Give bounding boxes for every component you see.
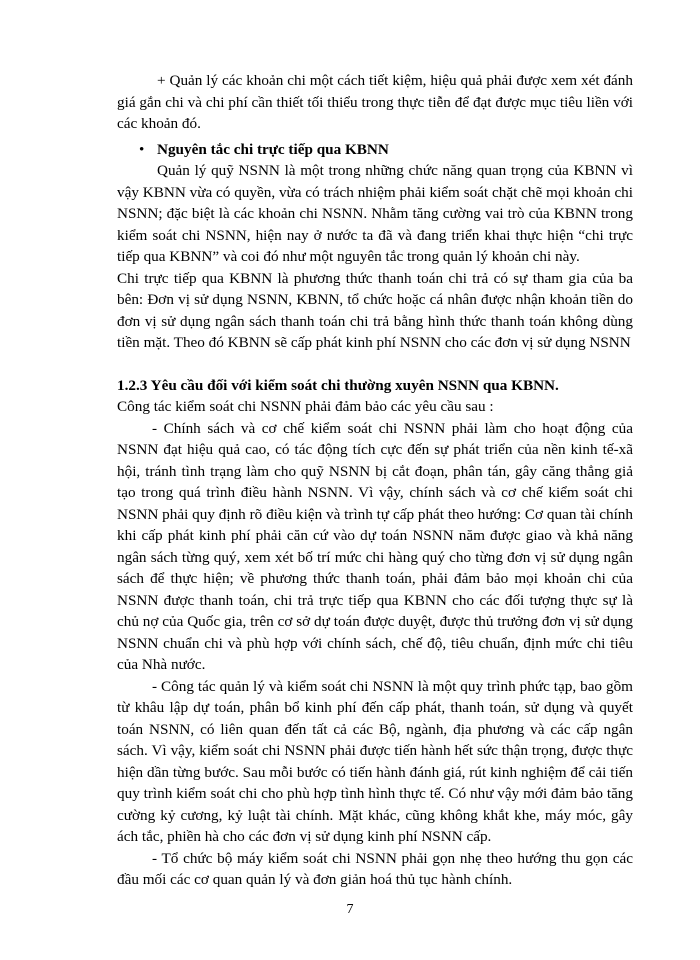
bullet-heading-text: Nguyên tắc chi trực tiếp qua KBNN	[157, 140, 389, 158]
page-number: 7	[346, 902, 354, 917]
paragraph-requirements-intro: Công tác kiểm soát chi NSNN phải đảm bảo các yêu cầu sau :	[117, 398, 494, 415]
document-page	[117, 70, 633, 891]
paragraph-requirement-1: - Chính sách và cơ chế kiểm soát chi NSNN phải làm cho hoạt động của NSNN đạt hiệu quả cao, có tác động tích cực đến sự phát triển của nền kinh tế-xã hội, tránh tình trạng làm cho quỹ NSNN bị cắt đoạn, phân tán, gây căng thẳng giả tạo trong quá trình điều hành NSNN. Vì vậy, chính sách và cơ chế kiểm soát chi NSNN phải quy định rõ điều kiện và trình tự cấp phát theo hướng: Cơ quan tài chính khi cấp phát kinh phí phải căn cứ vào dự toán NSNN năm được giao và khả năng ngân sách từng quý, xem xét bố trí mức chi hàng quý cho từng đơn vị sử dụng ngân sách để thực hiện; về phương thức thanh toán, phải đảm bảo mọi khoản chi của NSNN được thanh toán, chi trả trực tiếp qua KBNN cho các đối tượng thực sự là chủ nợ của Quốc gia, trên cơ sở dự toán được duyệt, được thủ trưởng đơn vị sử dụng NSNN chuẩn chi và phù hợp với chính sách, chế độ, tiêu chuẩn, định mức chi tiêu của Nhà nước.	[117, 419, 633, 673]
paragraph-principle: Quản lý quỹ NSNN là một trong những chức năng quan trọng của KBNN vì vậy KBNN vừa có quyền, vừa có trách nhiệm phải kiểm soát chặt chẽ mọi khoản chi NSNN; đặc biệt là các khoản chi NSNN. Nhằm tăng cường vai trò của KBNN trong kiểm soát chi NSNN, hiện nay ở nước ta đã và đang triển khai thực hiện “chi trực tiếp qua KBNN” và coi đó như một nguyên tắc trong quản lý khoản chi này.	[117, 162, 633, 265]
section-heading: 1.2.3 Yêu cầu đối với kiểm soát chi thường xuyên NSNN qua KBNN.	[117, 376, 559, 394]
spacer	[117, 354, 633, 375]
paragraph-requirement-3: - Tổ chức bộ máy kiểm soát chi NSNN phải gọn nhẹ theo hướng thu gọn các đầu mối các cơ quan quản lý và đơn giản hoá thủ tục hành chính.	[117, 849, 633, 888]
bullet-icon: •	[139, 140, 145, 158]
paragraph-direct-payment: Chi trực tiếp qua KBNN là phương thức thanh toán chi trả có sự tham gia của ba bên: Đơn vị sử dụng NSNN, KBNN, tổ chức hoặc cá nhân được nhận khoản tiền do đơn vị sử dụng ngân sách thanh toán chi trả bằng hình thức thanh toán không dùng tiền mặt. Theo đó KBNN sẽ cấp phát kinh phí NSNN cho các đơn vị sử dụng NSNN	[117, 269, 633, 351]
bullet-heading	[117, 139, 633, 161]
paragraph-savings: + Quản lý các khoản chi một cách tiết kiệm, hiệu quả phải được xem xét đánh giá gắn chi và chi phí cần thiết tối thiểu trong thực tiễn để đạt được mục tiêu liền với các khoản đó.	[117, 72, 633, 132]
paragraph-requirement-2: - Công tác quản lý và kiểm soát chi NSNN là một quy trình phức tạp, bao gồm từ khâu lập dự toán, phân bổ kinh phí đến cấp phát, thanh toán, sử dụng và quyết toán NSNN, có liên quan đến tất cả các Bộ, ngành, địa phương và các cấp ngân sách. Vì vậy, kiểm soát chi NSNN phải được tiến hành hết sức thận trọng, được thực hiện dần từng bước. Sau mỗi bước có tiến hành đánh giá, rút kinh nghiệm để cải tiến quy trình kiểm soát chi cho phù hợp tình hình thực tế. Có như vậy mới đảm bảo tăng cường kỷ cương, kỷ luật tài chính. Mặt khác, cũng không khắt khe, máy móc, gây ách tắc, phiền hà cho các đơn vị sử dụng kinh phí NSNN cấp.	[117, 677, 633, 845]
